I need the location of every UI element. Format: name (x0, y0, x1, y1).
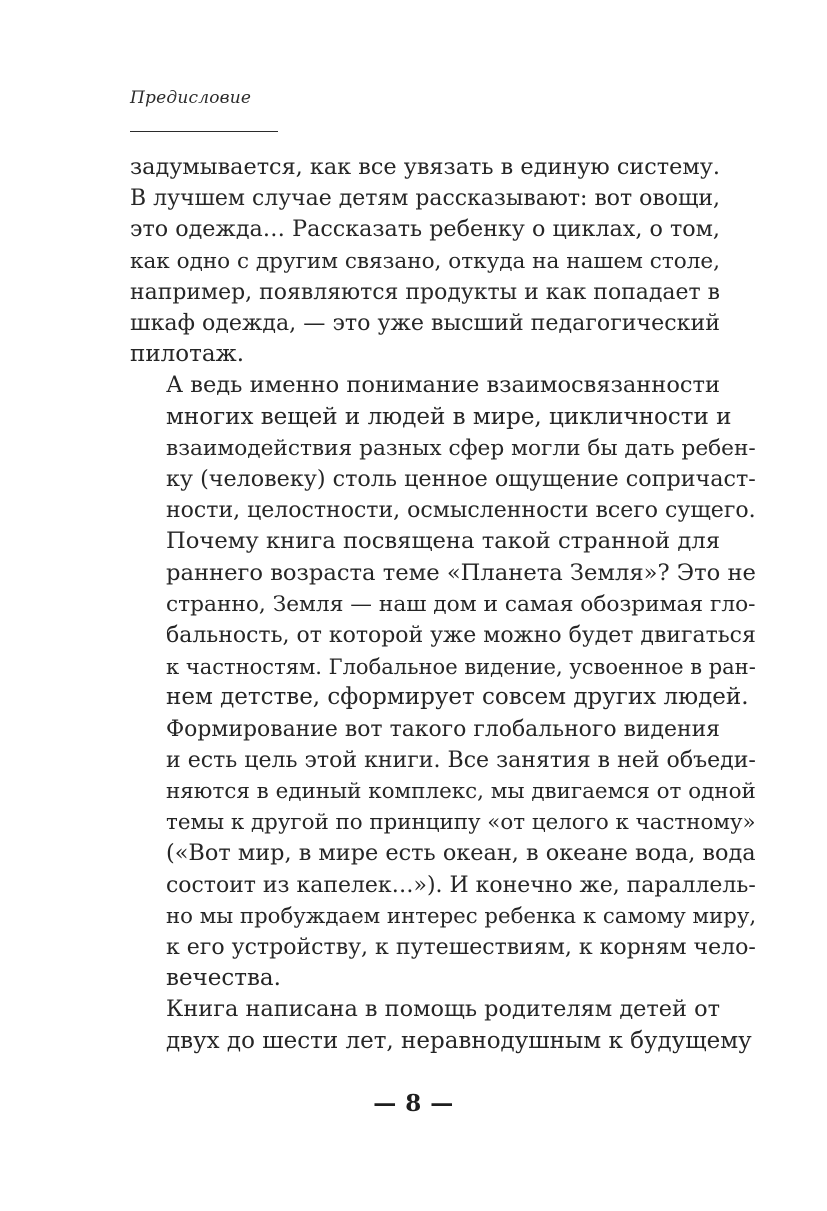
text-line: раннего возраста теме «Планета Земля»? Это не (166, 559, 756, 586)
text-line: В лучшем случае детям рассказывают: вот овощи, (130, 186, 720, 212)
running-head: Предисловие (130, 88, 252, 108)
paragraph (130, 370, 756, 526)
paragraph (130, 994, 752, 1056)
text-line: («Вот мир, в мире есть океан, в океане вода, вода (166, 840, 756, 867)
text-line: темы к другой по принципу «от целого к частному» (166, 810, 756, 836)
text-line: ку (человеку) столь ценное ощущение сопричаст- (166, 466, 756, 493)
text-line: к его устройству, к путешествиям, к корням чело- (166, 935, 756, 961)
text-line: но мы пробуждаем интерес ребенка к самому миру, (166, 903, 757, 929)
page-number: — 8 — (373, 1090, 454, 1117)
text-line: нем детстве, сформирует совсем других людей. (166, 684, 749, 711)
text-line: А ведь именно понимание взаимосвязанности (166, 372, 720, 399)
text-line: Книга написана в помощь родителям детей от (166, 996, 720, 1023)
text-line: странно, Земля — наш дом и самая обозримая гло- (166, 591, 756, 617)
text-line: шкаф одежда, — это уже высший педагогический (130, 310, 720, 337)
text-line: задумывается, как все увязать в единую систему. (130, 154, 720, 180)
text-line: вечества. (166, 965, 281, 992)
header-rule (130, 131, 278, 132)
paragraph (130, 714, 757, 995)
text-line: Почему книга посвящена такой странной для (166, 528, 720, 555)
text-line: Формирование вот такого глобального видения (166, 716, 720, 742)
text-line: ности, целостности, осмысленности всего сущего. (166, 498, 756, 524)
text-line: состоит из капелек…»). И конечно же, параллель- (166, 872, 756, 898)
body-text (130, 152, 757, 1057)
text-line: это одежда… Рассказать ребенку о циклах, о том, (130, 216, 720, 243)
text-line: как одно с другим связано, откуда на нашем столе, (130, 248, 720, 274)
paragraph (130, 526, 756, 713)
text-line: например, появляются продукты и как попадает в (130, 279, 720, 305)
text-line: няются в единый комплекс, мы двигаемся от одной (166, 779, 756, 805)
text-line: пилотаж. (130, 341, 245, 368)
text-line: бальность, от которой уже можно будет двигаться (166, 623, 756, 649)
text-line: взаимодействия разных сфер могли бы дать ребен- (166, 435, 756, 461)
text-line: двух до шести лет, неравнодушным к будущему (166, 1027, 752, 1054)
paragraph (130, 152, 720, 370)
text-line: и есть цель этой книги. Все занятия в ней объеди- (166, 747, 756, 773)
text-line: многих вещей и людей в мире, цикличности и (166, 403, 732, 430)
text-line: к частностям. Глобальное видение, усвоенное в ран- (166, 654, 756, 680)
